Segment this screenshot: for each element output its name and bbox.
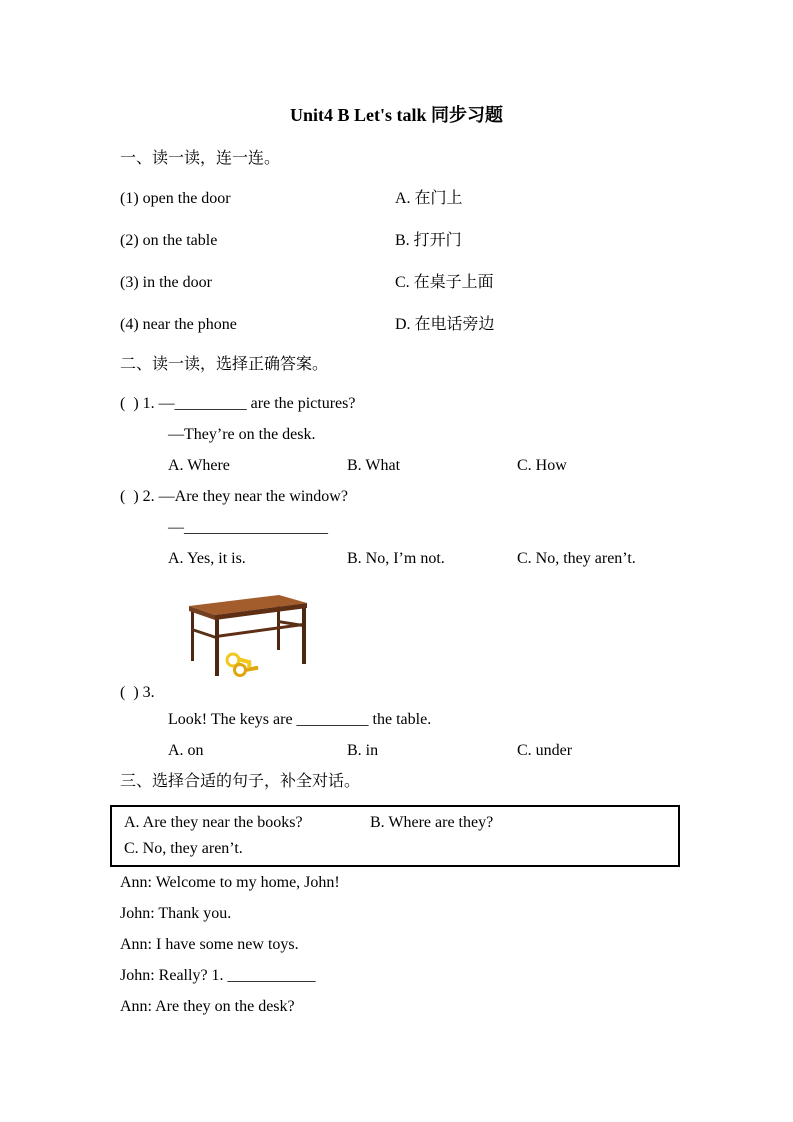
- match-right-a: A. 在门上: [395, 190, 463, 207]
- q3-option-a: A. on: [168, 742, 204, 759]
- choice-c: C. No, they aren’t.: [124, 840, 243, 857]
- choices-row-1: [124, 810, 678, 836]
- q1-option-a: A. Where: [168, 457, 230, 474]
- match-left-1: (1) open the door: [120, 190, 231, 207]
- match-row-2: [120, 220, 793, 262]
- q3-option-c: C. under: [517, 742, 573, 759]
- dialogue-line-3: Ann: I have some new toys.: [120, 936, 299, 953]
- page-title: Unit4 B Let's talk 同步习题: [289, 105, 503, 125]
- match-left-2: (2) on the table: [120, 232, 218, 249]
- q1-option-b: B. What: [347, 457, 401, 474]
- q3-options: [168, 735, 793, 766]
- q3-stem: Look! The keys are _________ the table.: [168, 711, 432, 728]
- q1-reply: —They’re on the desk.: [168, 426, 316, 443]
- matching-exercise: [120, 178, 793, 346]
- q1-option-c: C. How: [517, 457, 567, 474]
- table-with-keys-image: [185, 590, 311, 682]
- dialogue-line-1: Ann: Welcome to my home, John!: [120, 874, 340, 891]
- q3-illustration: [185, 590, 793, 682]
- keys-icon: [227, 654, 258, 676]
- q2-option-b: B. No, I’m not.: [347, 550, 445, 567]
- section2-heading: 二、读一读，选择正确答案。: [120, 356, 329, 373]
- section3-heading: 三、选择合适的句子，补全对话。: [120, 773, 361, 790]
- dialogue-line-2: John: Thank you.: [120, 905, 232, 922]
- match-row-3: [120, 262, 793, 304]
- q2-option-c: C. No, they aren’t.: [517, 550, 636, 567]
- q2-reply: —__________________: [168, 519, 328, 536]
- match-right-c: C. 在桌子上面: [395, 274, 494, 291]
- q1-stem: ( ) 1. —_________ are the pictures?: [120, 395, 356, 412]
- match-left-3: (3) in the door: [120, 274, 212, 291]
- choices-box: [110, 805, 680, 867]
- choice-a: A. Are they near the books?: [124, 814, 303, 831]
- choice-b: B. Where are they?: [370, 814, 494, 831]
- q3-number: ( ) 3.: [120, 684, 155, 701]
- match-row-4: [120, 304, 793, 346]
- dialogue: [0, 867, 793, 1022]
- section1-heading: 一、读一读，连一连。: [120, 150, 281, 167]
- table-stretchers: [192, 620, 303, 639]
- match-left-4: (4) near the phone: [120, 316, 237, 333]
- q3-option-b: B. in: [347, 742, 379, 759]
- dialogue-line-5: Ann: Are they on the desk?: [120, 998, 295, 1015]
- q1-options: [168, 450, 793, 481]
- q2-stem: ( ) 2. —Are they near the window?: [120, 488, 348, 505]
- dialogue-line-4: John: Really? 1. ___________: [120, 967, 316, 984]
- match-right-d: D. 在电话旁边: [395, 316, 495, 333]
- q2-options: [168, 543, 793, 574]
- table-top: [189, 595, 307, 620]
- match-right-b: B. 打开门: [395, 232, 462, 249]
- match-row-1: [120, 178, 793, 220]
- q2-option-a: A. Yes, it is.: [168, 550, 246, 567]
